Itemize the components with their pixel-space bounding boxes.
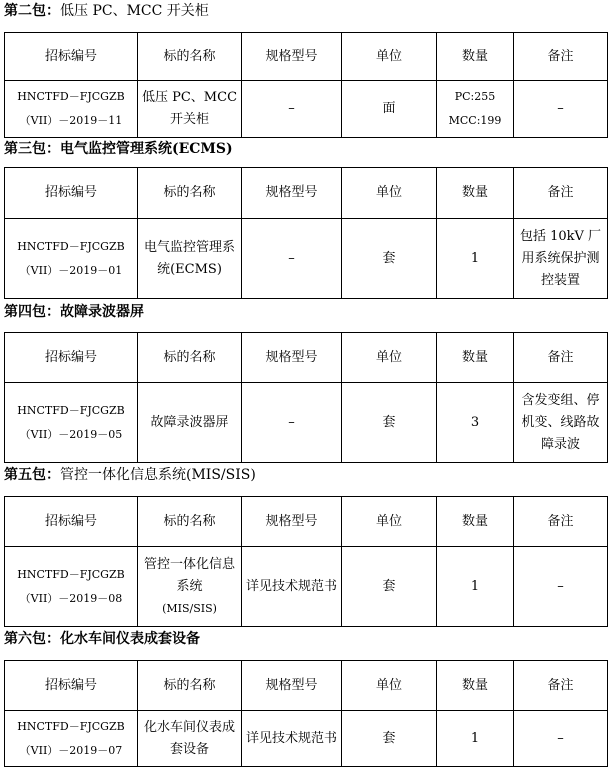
item-name-cell: 低压 PC、MCC 开关柜 — [138, 81, 242, 138]
header-item-name: 标的名称 — [138, 168, 242, 219]
spec-cell: 详见技术规范书 — [242, 711, 342, 767]
bid-number-cell: HNCTFD－FJCGZB （VII）－2019－11 — [5, 81, 138, 138]
unit-cell: 套 — [342, 711, 437, 767]
header-bid-number: 招标编号 — [5, 497, 138, 547]
spec-cell: – — [242, 383, 342, 463]
package-label: 第二包： — [4, 3, 60, 19]
package-name: 低压 PC、MCC 开关柜 — [60, 3, 209, 19]
header-quantity: 数量 — [437, 168, 514, 219]
unit-cell: 面 — [342, 81, 437, 138]
package-label: 第六包： — [4, 631, 60, 647]
header-quantity: 数量 — [437, 661, 514, 711]
header-unit: 单位 — [342, 333, 437, 383]
package-table — [4, 167, 608, 299]
quantity-cell: 1 — [437, 711, 514, 767]
header-item-name: 标的名称 — [138, 661, 242, 711]
header-row — [5, 168, 608, 219]
bid-number-cell: HNCTFD－FJCGZB （VII）－2019－07 — [5, 711, 138, 767]
item-name-cell: 电气监控管理系统(ECMS) — [138, 219, 242, 299]
header-unit: 单位 — [342, 33, 437, 81]
quantity-cell: 3 — [437, 383, 514, 463]
header-spec: 规格型号 — [242, 168, 342, 219]
package-name: 化水车间仪表成套设备 — [60, 631, 200, 647]
header-quantity: 数量 — [437, 497, 514, 547]
package-title — [4, 0, 209, 22]
package-label: 第四包： — [4, 304, 60, 320]
spec-cell: – — [242, 219, 342, 299]
table-row — [5, 219, 608, 299]
header-bid-number: 招标编号 — [5, 661, 138, 711]
header-item-name: 标的名称 — [138, 33, 242, 81]
package-name: 管控一体化信息系统(MIS/SIS) — [60, 467, 256, 483]
spec-cell: 详见技术规范书 — [242, 547, 342, 627]
header-bid-number: 招标编号 — [5, 168, 138, 219]
package-table — [4, 496, 608, 627]
unit-cell: 套 — [342, 383, 437, 463]
remark-cell: 包括 10kV 厂用系统保护测控装置 — [514, 219, 608, 299]
remark-cell: – — [514, 711, 608, 767]
header-spec: 规格型号 — [242, 333, 342, 383]
header-row — [5, 661, 608, 711]
header-remark: 备注 — [514, 168, 608, 219]
header-remark: 备注 — [514, 33, 608, 81]
header-row — [5, 497, 608, 547]
header-remark: 备注 — [514, 333, 608, 383]
item-name-cell: 化水车间仪表成套设备 — [138, 711, 242, 767]
package-title — [4, 301, 144, 323]
spec-cell: – — [242, 81, 342, 138]
header-unit: 单位 — [342, 497, 437, 547]
header-spec: 规格型号 — [242, 33, 342, 81]
table-row — [5, 711, 608, 767]
header-spec: 规格型号 — [242, 661, 342, 711]
package-table — [4, 32, 608, 138]
bid-number-cell: HNCTFD－FJCGZB （VII）－2019－01 — [5, 219, 138, 299]
header-bid-number: 招标编号 — [5, 33, 138, 81]
package-table — [4, 332, 608, 463]
header-row — [5, 333, 608, 383]
header-item-name: 标的名称 — [138, 497, 242, 547]
item-name-cell: 管控一体化信息系统 (MIS/SIS) — [138, 547, 242, 627]
header-remark: 备注 — [514, 497, 608, 547]
header-spec: 规格型号 — [242, 497, 342, 547]
header-row — [5, 33, 608, 81]
package-title — [4, 464, 256, 486]
item-name-cell: 故障录波器屏 — [138, 383, 242, 463]
package-table — [4, 660, 608, 767]
unit-cell: 套 — [342, 219, 437, 299]
bid-number-cell: HNCTFD－FJCGZB （VII）－2019－08 — [5, 547, 138, 627]
header-bid-number: 招标编号 — [5, 333, 138, 383]
quantity-cell: 1 — [437, 219, 514, 299]
remark-cell: – — [514, 81, 608, 138]
table-row — [5, 81, 608, 138]
header-unit: 单位 — [342, 661, 437, 711]
table-row — [5, 383, 608, 463]
table-row — [5, 547, 608, 627]
unit-cell: 套 — [342, 547, 437, 627]
remark-cell: – — [514, 547, 608, 627]
package-label: 第五包： — [4, 467, 60, 483]
quantity-cell: PC:255 MCC:199 — [437, 81, 514, 138]
package-title — [4, 138, 233, 160]
header-remark: 备注 — [514, 661, 608, 711]
remark-cell: 含发变组、停机变、线路故障录波 — [514, 383, 608, 463]
header-item-name: 标的名称 — [138, 333, 242, 383]
bid-number-cell: HNCTFD－FJCGZB （VII）－2019－05 — [5, 383, 138, 463]
header-quantity: 数量 — [437, 333, 514, 383]
header-unit: 单位 — [342, 168, 437, 219]
quantity-cell: 1 — [437, 547, 514, 627]
header-quantity: 数量 — [437, 33, 514, 81]
package-label: 第三包： — [4, 141, 60, 157]
package-title — [4, 628, 200, 650]
package-name: 故障录波器屏 — [60, 304, 144, 320]
package-name: 电气监控管理系统(ECMS) — [60, 141, 233, 157]
